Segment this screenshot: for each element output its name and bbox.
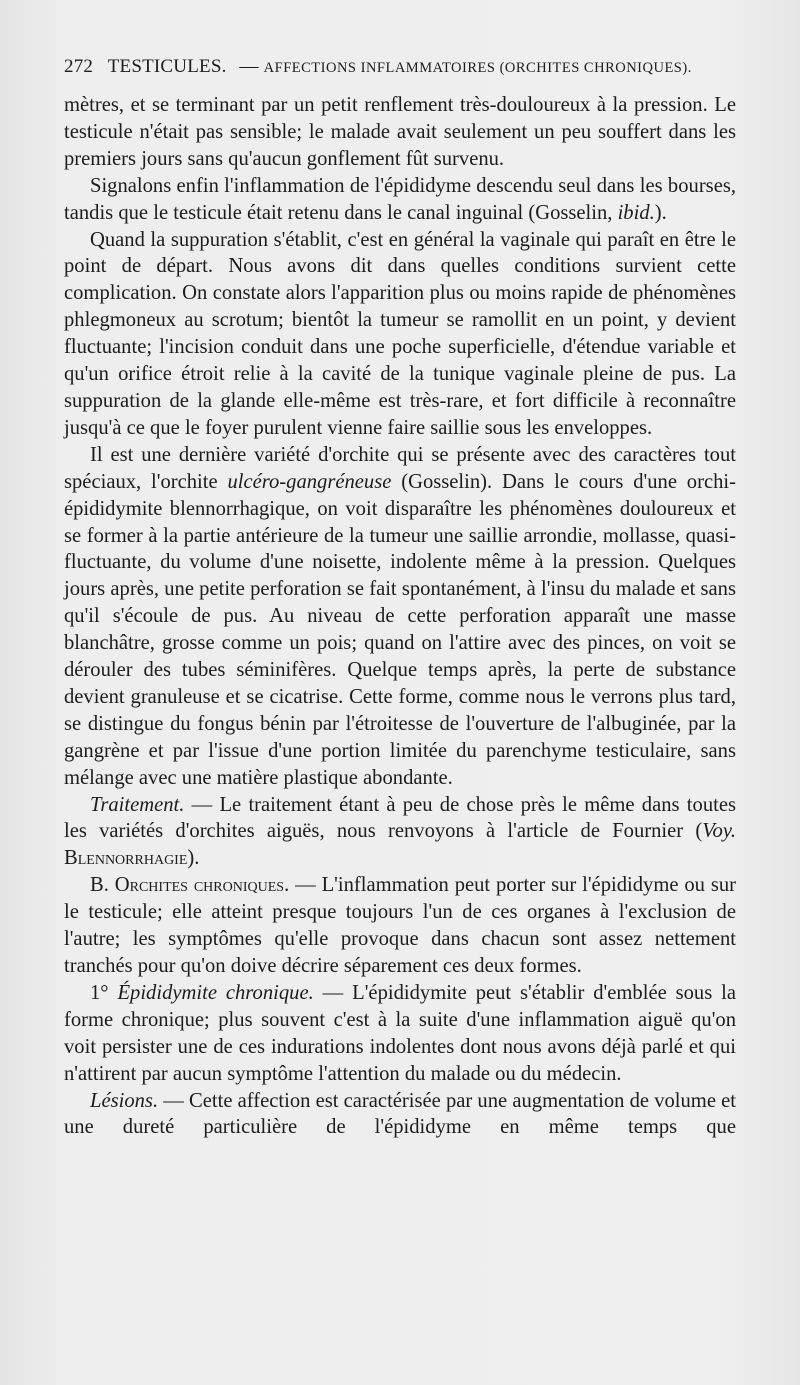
running-header <box>64 56 760 78</box>
heading-lesions: Lésions. <box>90 1089 159 1112</box>
paragraph-text: — L'épididymite peut s'établir d'emblée sous la forme chronique; plus souvent c'est à la suite d'une inflammation aiguë qu'on voit persister une de ces indurations indolentes dont nous avons déjà parlé et qui n'attirent par aucun symptôme l'attention du malade ou du médecin. <box>64 981 737 1085</box>
heading-epididymite-chronique: Épididymite chronique. <box>117 981 314 1004</box>
header-dash: — <box>239 56 259 77</box>
paragraph-text: — Le traitement étant à peu de chose près le même dans toutes les variétés d'orchites aiguës, nous renvoyons à l'article de Fournier ( <box>64 793 736 843</box>
page-body <box>64 92 736 1141</box>
paragraph-text: Quand la suppuration s'établit, c'est en général la vaginale qui paraît en être le point de départ. Nous avons dit dans quelles conditions survient cette complication. On constate alors l'apparition plus ou moins rapide de phénomènes phlegmoneux au scrotum; bientôt la tumeur se ramollit en un point, y devient fluctuante; l'incision conduit dans une poche superficielle, d'étendue variable et qu'un orifice étroit relie à la cavité de la tunique vaginale pleine de pus. La suppuration de la glande elle-même est très-rare, et fort difficile à reconnaître jusqu'à ce que le foyer purulent vienne faire saillie sous les enveloppes. <box>64 228 736 439</box>
reference-blennorrhagie: Blennorrhagie <box>64 847 188 870</box>
heading-orchites-chroniques: B. Orchites chroniques. <box>90 874 290 897</box>
paragraph-tail: ). <box>187 847 200 870</box>
section-number: 1° <box>90 981 109 1004</box>
reference-ibid: ibid. <box>617 201 655 224</box>
reference-voy: Voy. <box>702 820 736 843</box>
paragraph-text: Signalons enfin l'inflammation de l'épididyme descendu seul dans les bourses, tandis que le testicule était retenu dans le canal inguinal (Gosselin, <box>64 174 736 224</box>
section-title: TESTICULES. <box>107 56 227 77</box>
paragraph-orchite-ulcero-gangreneuse <box>64 442 736 792</box>
paragraph-text: mètres, et se terminant par un petit renflement très-douloureux à la pression. Le testicule n'était pas sensible; le malade avait seulement un peu souffert dans les premiers jours sans qu'aucun gonflement fût survenu. <box>64 94 736 170</box>
paragraph-suppuration <box>64 227 736 442</box>
paragraph-text: — L'inflammation peut porter sur l'épididyme ou sur le testicule; elle atteint presque toujours l'un de ces organes à l'exclusion de l'autre; les symptômes qu'elle provoque dans chacun sont assez nettement tranchés pour qu'on doive décrire séparement ces deux formes. <box>64 874 736 977</box>
term-ulcero-gangreneuse: ulcéro-gangréneuse <box>227 470 392 493</box>
paragraph-text-continued: (Gosselin). Dans le cours d'une orchi-épididymite blennorrhagique, on voit disparaître les phénomènes douloureux et se former à la partie antérieure de la tumeur une saillie arrondie, mollasse, quasi-fluctuante, du volume d'une noisette, indolente même à la pression. Quelques jours après, une petite perforation se fait spontanément, à l'insu du malade et sans qu'il s'écoule de pus. Au niveau de cette perforation apparaît une masse blanchâtre, grosse comme un pois; quand on l'attire avec des pinces, on voit se dérouler des tubes séminifères. Quelque temps après, la perte de substance devient granuleuse et se cicatrise. Cette forme, comme nous le verrons plus tard, se distingue du fongus bénin par l'étroitesse de l'ouverture de l'albuginée, par la gangrène et par l'issue d'une portion limitée du parenchyme testiculaire, sans mélange avec une matière plastique abondante. <box>64 470 736 789</box>
paragraph-orchites-chroniques <box>64 872 736 980</box>
heading-traitement: Traitement. <box>90 793 185 816</box>
paragraph-tail: ). <box>654 201 667 224</box>
paragraph-text: — Cette affection est caractérisée par une augmentation de volume et une dureté particulière de l'épididyme en même temps que <box>64 1089 736 1139</box>
page-number: 272 <box>64 56 94 77</box>
header-subtitle: AFFECTIONS INFLAMMATOIRES (ORCHITES CHRONIQUES). <box>263 60 692 76</box>
paragraph-epididyme-descendu <box>64 173 736 227</box>
paragraph-epididymite-chronique <box>64 980 736 1088</box>
paragraph-traitement <box>64 792 736 873</box>
paragraph-text: Il est une dernière variété d'orchite qui se présente avec des caractères tout spéciaux, l'orchite <box>64 443 736 493</box>
paragraph-continuation <box>64 92 736 173</box>
paragraph-lesions <box>64 1088 736 1142</box>
